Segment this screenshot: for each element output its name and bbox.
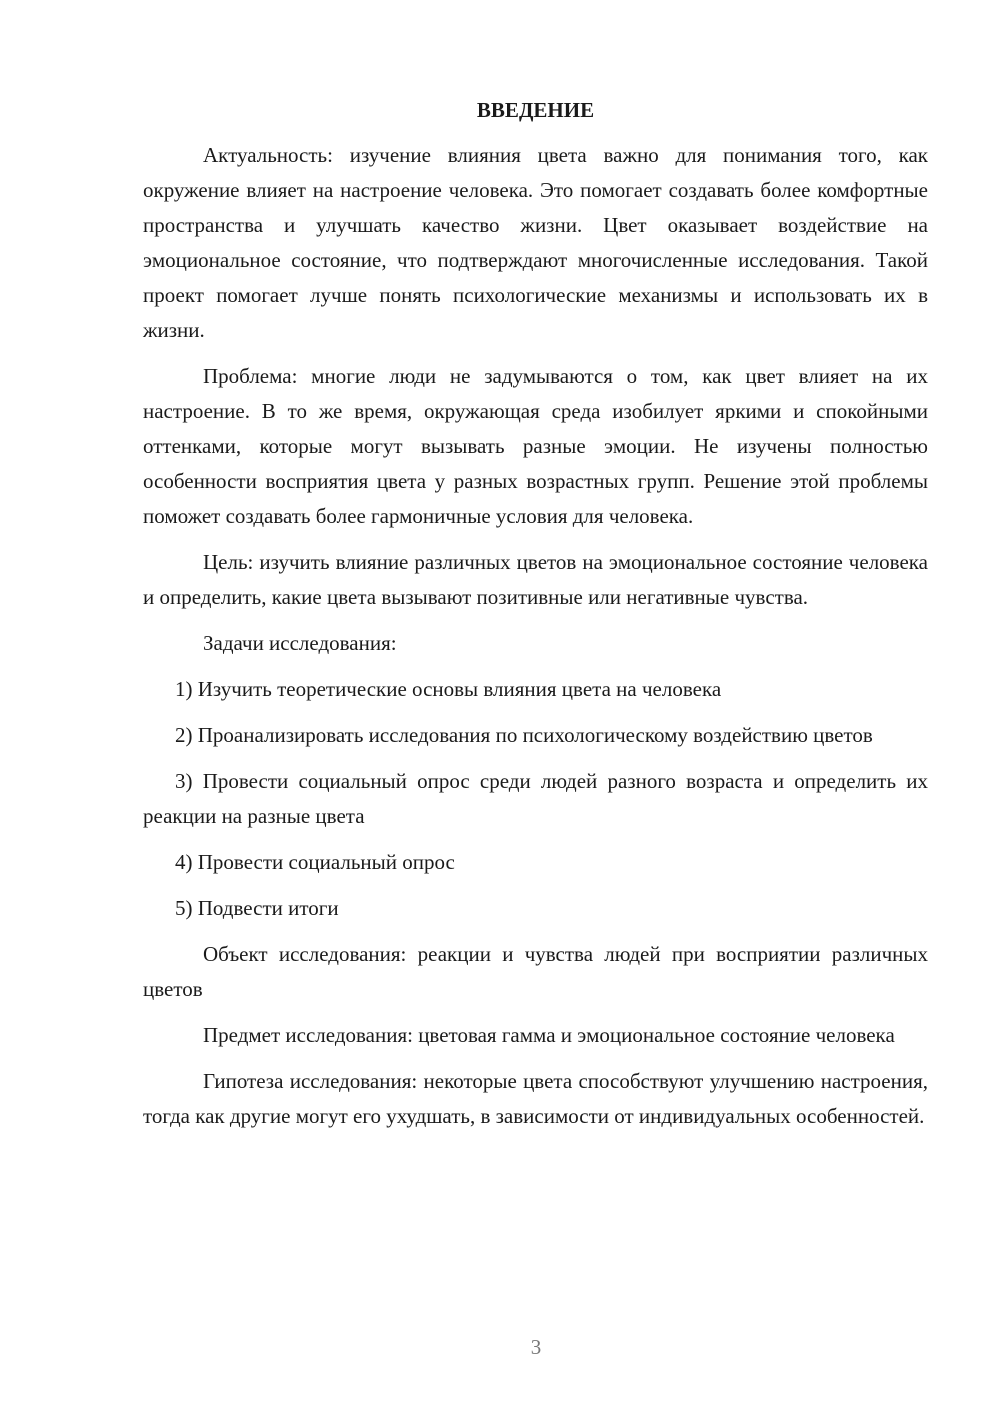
task-item-1: 1) Изучить теоретические основы влияния цвета на человека bbox=[175, 677, 722, 701]
page-number: 3 bbox=[530, 1335, 542, 1359]
problem-paragraph: Проблема: многие люди не задумываются о том, как цвет влияет на их настроение. В то же время, окружающая среда изобилует яркими и спокойными оттенками, которые могут вызывать разные эмоции. Не изучены полностью особенности восприятия цвета у разных возрастных групп. Решение этой проблемы поможет создавать более гармоничные условия для человека. bbox=[143, 364, 928, 528]
object-paragraph: Объект исследования: реакции и чувства людей при восприятии различных цветов bbox=[143, 942, 928, 1001]
task-item-5: 5) Подвести итоги bbox=[175, 896, 339, 920]
tasks-heading: Задачи исследования: bbox=[203, 631, 397, 655]
task-item-4: 4) Провести социальный опрос bbox=[175, 850, 455, 874]
section-title: ВВЕДЕНИЕ bbox=[476, 98, 595, 122]
task-item-2: 2) Проанализировать исследования по психологическому воздействию цветов bbox=[175, 723, 873, 747]
relevance-paragraph: Актуальность: изучение влияния цвета важно для понимания того, как окружение влияет на настроение человека. Это помогает создавать более комфортные пространства и улучшать качество жизни. Цвет оказывает воздействие на эмоциональное состояние, что подтверждают многочисленные исследования. Такой проект помогает лучше понять психологические механизмы и использовать их в жизни. bbox=[143, 143, 928, 342]
task-item-3: 3) Провести социальный опрос среди людей разного возраста и определить их реакции на разные цвета bbox=[143, 769, 928, 828]
subject-paragraph: Предмет исследования: цветовая гамма и эмоциональное состояние человека bbox=[203, 1023, 895, 1047]
goal-paragraph: Цель: изучить влияние различных цветов на эмоциональное состояние человека и определить, какие цвета вызывают позитивные или негативные чувства. bbox=[143, 550, 928, 609]
page-content bbox=[143, 92, 928, 1145]
hypothesis-paragraph: Гипотеза исследования: некоторые цвета способствуют улучшению настроения, тогда как другие могут его ухудшать, в зависимости от индивидуальных особенностей. bbox=[143, 1069, 928, 1128]
